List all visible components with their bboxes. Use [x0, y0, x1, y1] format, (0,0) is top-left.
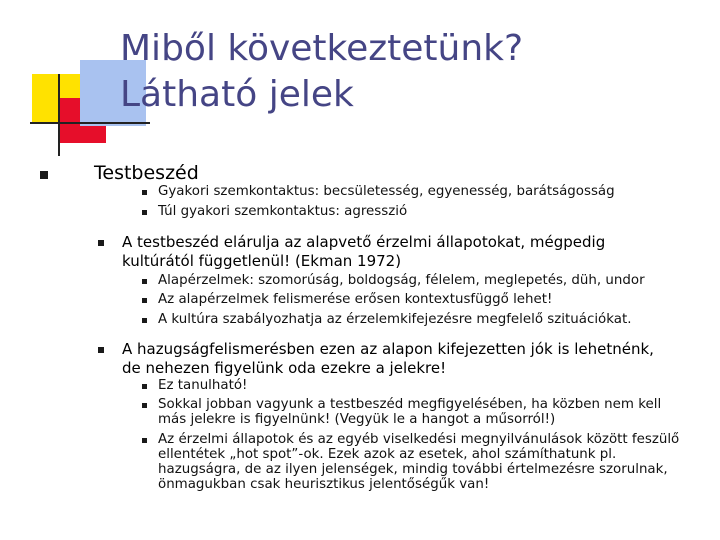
heading-line: kultúrától függetlenül! (Ekman 1972)	[122, 252, 402, 270]
list-item-text: más jelekre is figyelnünk! (Vegyük le a hangot a műsorról!)	[158, 412, 556, 427]
list-item-text: Gyakori szemkontaktus: becsületesség, egyenesség, barátságosság	[158, 184, 615, 199]
square-bullet-icon	[142, 318, 147, 323]
square-bullet-icon	[98, 347, 104, 353]
heading-line: A testbeszéd elárulja az alapvető érzelmi állapotokat, mégpedig	[122, 233, 606, 251]
list-item-text: hazugságra, de az ilyen jelenségek, mindig további értelmezésre szorulnak,	[158, 462, 668, 477]
square-bullet-icon	[98, 240, 104, 246]
list-item-text: Ez tanulható!	[158, 378, 248, 393]
list-item-text: A kultúra szabályozhatja az érzelemkifejezésre megfelelő szituációkat.	[158, 312, 632, 327]
square-bullet-icon	[142, 438, 147, 443]
heading-line: de nehezen figyelünk oda ezekre a jelekre!	[122, 359, 447, 377]
square-bullet-icon	[142, 384, 147, 389]
list-item-text: Az alapérzelmek felismerése erősen kontextusfüggő lehet!	[158, 292, 553, 307]
decor-vertical-line	[58, 74, 60, 156]
slide-title	[120, 26, 523, 118]
square-bullet-icon	[142, 279, 147, 284]
square-bullet-icon	[142, 298, 147, 303]
list-item-text: Sokkal jobban vagyunk a testbeszéd megfigyelésében, ha közben nem kell	[158, 397, 662, 412]
heading-line: A hazugságfelismerésben ezen az alapon kifejezetten jók is lehetnénk,	[122, 340, 654, 358]
square-bullet-icon	[142, 403, 147, 408]
slide-title-line2: Látható jelek	[120, 74, 354, 115]
bullet-label: Testbeszéd	[94, 162, 199, 184]
square-bullet-icon	[142, 190, 147, 195]
square-bullet-icon	[40, 171, 48, 179]
list-item-text: önmagukban csak heurisztikus jelentőségűk van!	[158, 477, 490, 492]
slide-title-line1: Miből következtetünk?	[120, 28, 524, 69]
list-item-text: Az érzelmi állapotok és az egyéb viselkedési megnyilvánulások között feszülő	[158, 432, 680, 447]
list-item-text: ellentétek „hot spot”-ok. Ezek azok az esetek, ahol számíthatunk pl.	[158, 447, 617, 462]
list-item-text: Túl gyakori szemkontaktus: agresszió	[158, 204, 408, 219]
decor-horizontal-line	[30, 122, 150, 124]
square-bullet-icon	[142, 210, 147, 215]
list-item-text: Alapérzelmek: szomorúság, boldogság, félelem, meglepetés, düh, undor	[158, 273, 645, 288]
